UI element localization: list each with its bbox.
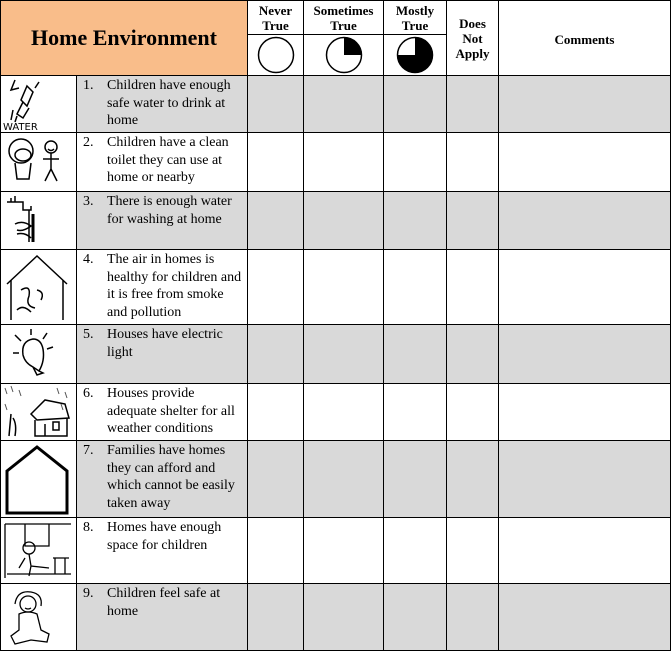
response-sometimes-true[interactable] [304, 192, 384, 250]
response-never-true[interactable] [248, 441, 304, 518]
list-item: 7. Families have homes they can afford and which cannot be easily taken away [77, 441, 248, 518]
list-item: 3. There is enough water for washing at home [77, 192, 248, 250]
column-header-never-true: Never True [248, 1, 304, 35]
list-item: 1. Children have enough safe water to drink at home [77, 76, 248, 133]
response-does-not-apply[interactable] [447, 192, 499, 250]
table-row [1, 518, 671, 584]
child-sitting-icon [1, 584, 77, 651]
scale-icon-sometimes [304, 35, 384, 76]
comment-field[interactable] [499, 384, 671, 441]
response-never-true[interactable] [248, 250, 304, 325]
response-sometimes-true[interactable] [304, 518, 384, 584]
comment-field[interactable] [499, 192, 671, 250]
house-in-rain-icon [1, 384, 77, 441]
hand-washing-icon [1, 192, 77, 250]
response-mostly-true[interactable] [384, 584, 447, 651]
section-title: Home Environment [1, 1, 248, 76]
response-sometimes-true[interactable] [304, 384, 384, 441]
water-tap-icon [1, 76, 77, 133]
response-does-not-apply[interactable] [447, 250, 499, 325]
house-outline-icon [1, 441, 77, 518]
response-never-true[interactable] [248, 325, 304, 384]
response-sometimes-true[interactable] [304, 325, 384, 384]
response-does-not-apply[interactable] [447, 133, 499, 192]
comment-field[interactable] [499, 133, 671, 192]
empty-circle-icon [256, 35, 296, 75]
response-never-true[interactable] [248, 192, 304, 250]
three-quarter-filled-circle-icon [395, 35, 435, 75]
response-mostly-true[interactable] [384, 441, 447, 518]
column-header-does-not-apply: Does Not Apply [447, 1, 499, 76]
response-mostly-true[interactable] [384, 133, 447, 192]
table-row [1, 325, 671, 384]
quarter-filled-circle-icon [324, 35, 364, 75]
response-does-not-apply[interactable] [447, 441, 499, 518]
comment-field[interactable] [499, 76, 671, 133]
column-header-comments: Comments [499, 1, 671, 76]
list-item: 4. The air in homes is healthy for children and it is free from smoke and pollution [77, 250, 248, 325]
table-row [1, 133, 671, 192]
table-row [1, 250, 671, 325]
list-item: 8. Homes have enough space for children [77, 518, 248, 584]
response-does-not-apply[interactable] [447, 584, 499, 651]
response-mostly-true[interactable] [384, 325, 447, 384]
response-does-not-apply[interactable] [447, 384, 499, 441]
response-does-not-apply[interactable] [447, 76, 499, 133]
response-sometimes-true[interactable] [304, 441, 384, 518]
response-sometimes-true[interactable] [304, 76, 384, 133]
table-row [1, 441, 671, 518]
response-never-true[interactable] [248, 76, 304, 133]
toilet-icon [1, 133, 77, 192]
comment-field[interactable] [499, 584, 671, 651]
table-row [1, 76, 671, 133]
comment-field[interactable] [499, 250, 671, 325]
column-header-sometimes-true: Sometimes True [304, 1, 384, 35]
list-item: 5. Houses have electric light [77, 325, 248, 384]
response-mostly-true[interactable] [384, 384, 447, 441]
child-in-room-icon [1, 518, 77, 584]
light-bulb-icon [1, 325, 77, 384]
column-header-mostly-true: Mostly True [384, 1, 447, 35]
table-row [1, 192, 671, 250]
response-never-true[interactable] [248, 133, 304, 192]
response-sometimes-true[interactable] [304, 133, 384, 192]
response-never-true[interactable] [248, 584, 304, 651]
response-mostly-true[interactable] [384, 76, 447, 133]
comment-field[interactable] [499, 325, 671, 384]
response-mostly-true[interactable] [384, 250, 447, 325]
list-item: 9. Children feel safe at home [77, 584, 248, 651]
list-item: 6. Houses provide adequate shelter for all weather conditions [77, 384, 248, 441]
response-mostly-true[interactable] [384, 192, 447, 250]
response-does-not-apply[interactable] [447, 518, 499, 584]
comment-field[interactable] [499, 441, 671, 518]
scale-icon-mostly [384, 35, 447, 76]
table-row [1, 384, 671, 441]
response-sometimes-true[interactable] [304, 584, 384, 651]
response-does-not-apply[interactable] [447, 325, 499, 384]
table-row [1, 584, 671, 651]
house-smoke-icon [1, 250, 77, 325]
response-never-true[interactable] [248, 384, 304, 441]
scale-icon-never [248, 35, 304, 76]
list-item: 2. Children have a clean toilet they can use at home or nearby [77, 133, 248, 192]
response-mostly-true[interactable] [384, 518, 447, 584]
svg-text:WATER: WATER [3, 122, 38, 132]
response-never-true[interactable] [248, 518, 304, 584]
response-sometimes-true[interactable] [304, 250, 384, 325]
comment-field[interactable] [499, 518, 671, 584]
